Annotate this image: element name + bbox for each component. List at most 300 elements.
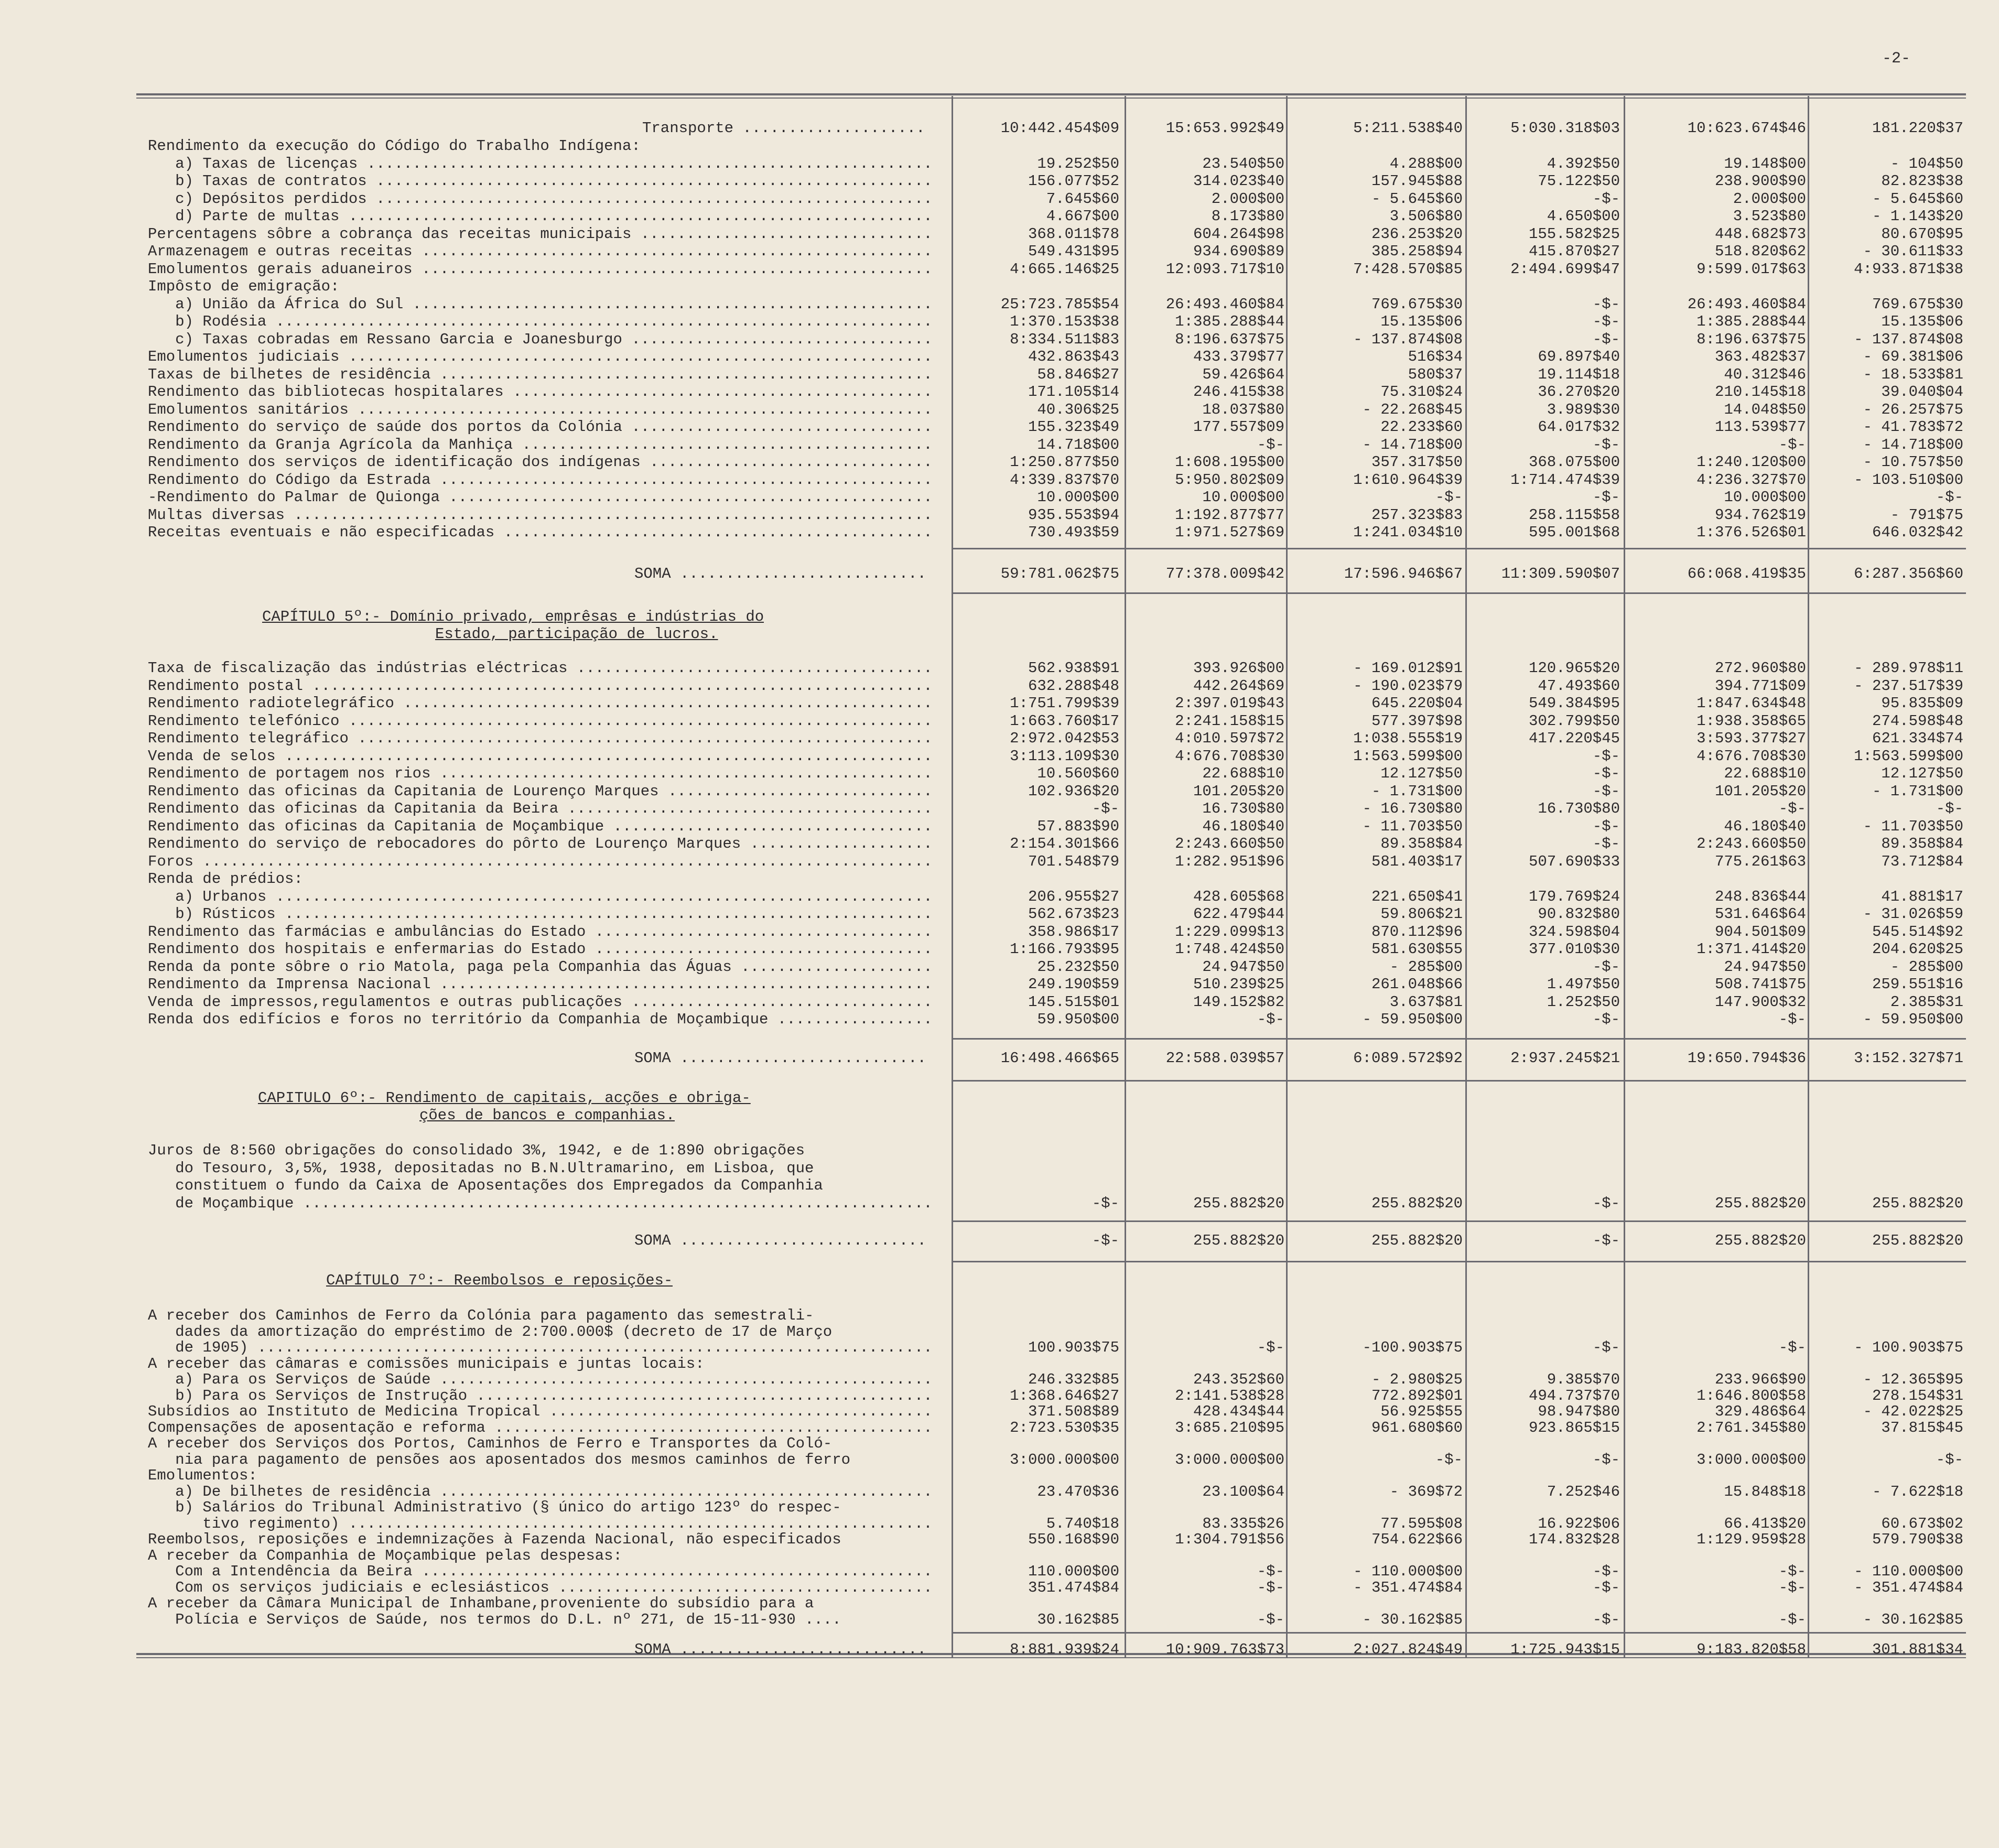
amount-cell: 934.690$89 — [1193, 243, 1284, 260]
amount-cell: - 12.365$95 — [1863, 1371, 1963, 1388]
amount-cell: 19.252$50 — [1037, 155, 1119, 172]
amount-cell: 66.413$20 — [1724, 1515, 1806, 1532]
amount-cell: 82.823$38 — [1881, 172, 1963, 190]
amount-cell: 157.945$88 — [1371, 172, 1463, 190]
amount-cell: 1:751.799$39 — [1010, 695, 1119, 712]
amount-cell: 16.730$80 — [1202, 800, 1284, 817]
amount-cell: -$- — [1257, 1011, 1284, 1028]
amount-cell: 15:653.992$49 — [1165, 120, 1284, 137]
amount-cell: 7:428.570$85 — [1353, 260, 1463, 278]
amount-cell: 448.682$73 — [1714, 225, 1806, 243]
amount-cell: - 1.731$00 — [1872, 782, 1963, 800]
ledger-row — [0, 976, 1999, 993]
ledger-row — [0, 660, 1999, 677]
transport-label: Transporte ..... — [642, 120, 928, 137]
amount-cell: - 7.622$18 — [1872, 1483, 1963, 1500]
soma-row — [0, 1641, 1999, 1659]
amount-cell: 8:196.637$75 — [1175, 330, 1284, 348]
row-description: a) União da África do Sul ..... — [148, 296, 929, 314]
row-description: A receber da Companhia de Moçambique pelas despesas: — [148, 1547, 622, 1564]
soma-label: SOMA ..... — [634, 1641, 928, 1659]
amount-cell: 7.645$60 — [1046, 190, 1119, 208]
row-description: b) Para os Serviços de Instrução ..... — [148, 1387, 929, 1405]
amount-cell: - 103.510$00 — [1854, 471, 1963, 489]
amount-cell: -$- — [1092, 800, 1119, 817]
ledger-row — [0, 1387, 1999, 1405]
amount-cell: -$- — [1592, 1451, 1620, 1468]
chapter-title-row — [0, 1272, 1999, 1290]
amount-cell: -$- — [1778, 1011, 1806, 1028]
amount-cell: -$- — [1592, 1194, 1620, 1212]
amount-cell: 16.922$06 — [1538, 1515, 1620, 1532]
amount-cell: 14.718$00 — [1037, 436, 1119, 453]
amount-cell: 149.152$82 — [1193, 993, 1284, 1011]
amount-cell: 516$34 — [1408, 348, 1463, 365]
amount-cell: 6:287.356$60 — [1854, 565, 1963, 582]
row-description: Rendimento das oficinas da Capitania de Lourenço Marques ..... — [148, 783, 929, 801]
amount-cell: 6:089.572$92 — [1353, 1050, 1463, 1067]
row-description: b) Salários do Tribunal Administrativo (§ único do artigo 123º do respec- — [148, 1499, 841, 1516]
amount-cell: 77.595$08 — [1380, 1515, 1463, 1532]
amount-cell: 155.582$25 — [1528, 225, 1620, 243]
amount-cell: 59:781.062$75 — [1000, 565, 1119, 582]
ledger-row — [0, 1611, 1999, 1629]
amount-cell: 47.493$60 — [1538, 677, 1620, 695]
ledger-row — [0, 296, 1999, 314]
amount-cell: -$- — [1592, 1611, 1620, 1628]
amount-cell: 1:563.599$00 — [1353, 747, 1463, 765]
amount-cell: 432.863$43 — [1028, 348, 1119, 365]
row-description: Emolumentos sanitários ..... — [148, 401, 929, 419]
amount-cell: -$- — [1257, 1339, 1284, 1356]
soma-label: SOMA ..... — [634, 1232, 928, 1250]
amount-cell: 363.482$37 — [1714, 348, 1806, 365]
amount-cell: 3.989$30 — [1547, 401, 1620, 418]
amount-cell: 233.966$90 — [1714, 1371, 1806, 1388]
ledger-row — [0, 800, 1999, 818]
ledger-row — [0, 730, 1999, 748]
amount-cell: 428.605$68 — [1193, 888, 1284, 905]
amount-cell: 19:650.794$36 — [1687, 1050, 1806, 1067]
ledger-row — [0, 712, 1999, 730]
amount-cell: -$- — [1592, 295, 1620, 313]
amount-cell: 870.112$96 — [1371, 923, 1463, 941]
amount-cell: 22.233$60 — [1380, 418, 1463, 436]
amount-cell: 59.426$64 — [1202, 365, 1284, 383]
amount-cell: 357.317$50 — [1371, 453, 1463, 471]
amount-cell: - 100.903$75 — [1854, 1339, 1963, 1356]
amount-cell: 57.883$90 — [1037, 817, 1119, 835]
amount-cell: 10:909.763$73 — [1165, 1641, 1284, 1658]
amount-cell: 3.637$81 — [1389, 993, 1463, 1011]
amount-cell: 22.688$10 — [1724, 765, 1806, 782]
row-description: a) Taxas de licenças ..... — [148, 155, 929, 173]
amount-cell: 59.950$00 — [1037, 1011, 1119, 1028]
amount-cell: 934.762$19 — [1714, 506, 1806, 524]
chapter-title-row — [0, 1089, 1999, 1107]
ledger-row — [0, 677, 1999, 695]
amount-cell: 56.925$55 — [1380, 1403, 1463, 1420]
ledger-row — [0, 1371, 1999, 1389]
amount-cell: 204.620$25 — [1872, 941, 1963, 958]
amount-cell: - 110.000$00 — [1854, 1563, 1963, 1580]
amount-cell: 23.100$64 — [1202, 1483, 1284, 1500]
amount-cell: 255.882$20 — [1371, 1232, 1463, 1249]
row-description: Emolumentos judiciais ..... — [148, 348, 929, 366]
amount-cell: 147.900$32 — [1714, 993, 1806, 1011]
row-description: Impôsto de emigração: — [148, 278, 340, 295]
amount-cell: -$- — [1257, 1579, 1284, 1596]
ledger-row — [0, 208, 1999, 225]
amount-cell: 9.385$70 — [1547, 1371, 1620, 1388]
amount-cell: - 14.718$00 — [1863, 436, 1963, 453]
amount-cell: 177.557$09 — [1193, 418, 1284, 436]
page-number: -2- — [1882, 50, 1911, 68]
amount-cell: -$- — [1778, 436, 1806, 453]
amount-cell: 2.000$00 — [1733, 190, 1806, 208]
amount-cell: 3:593.377$27 — [1697, 730, 1806, 747]
ledger-row — [0, 418, 1999, 436]
amount-cell: 278.154$31 — [1872, 1387, 1963, 1404]
soma-row — [0, 1050, 1999, 1067]
section-separator — [952, 548, 1966, 549]
amount-cell: 9:183.820$58 — [1697, 1641, 1806, 1658]
row-description: c) Depósitos perdidos ..... — [148, 190, 929, 208]
amount-cell: 77:378.009$42 — [1165, 565, 1284, 582]
amount-cell: 923.865$15 — [1528, 1419, 1620, 1436]
amount-cell: - 16.730$80 — [1362, 800, 1463, 817]
amount-cell: 2:154.301$66 — [1010, 835, 1119, 852]
ledger-row — [0, 905, 1999, 923]
amount-cell: 4.650$00 — [1547, 208, 1620, 225]
amount-cell: 595.001$68 — [1528, 524, 1620, 541]
row-description: dades da amortização do empréstimo de 2:700.000$ (decreto de 17 de Março — [148, 1323, 833, 1341]
amount-cell: -$- — [1778, 800, 1806, 817]
amount-cell: -$- — [1778, 1579, 1806, 1596]
amount-cell: -$- — [1936, 489, 1963, 506]
amount-cell: 1:646.800$58 — [1697, 1387, 1806, 1404]
ledger-row — [0, 261, 1999, 278]
row-description: A receber da Câmara Municipal de Inhambane,proveniente do subsídio para a — [148, 1595, 814, 1612]
amount-cell: 5:211.538$40 — [1353, 120, 1463, 137]
row-description: A receber das câmaras e comissões municipais e juntas locais: — [148, 1355, 705, 1373]
amount-cell: 1:166.793$95 — [1010, 941, 1119, 958]
amount-cell: - 11.703$50 — [1362, 817, 1463, 835]
row-description: do Tesouro, 3,5%, 1938, depositadas no B.N.Ultramarino, em Lisboa, que — [148, 1159, 814, 1177]
ledger-row — [0, 1531, 1999, 1549]
amount-cell: -$- — [1257, 1563, 1284, 1580]
amount-cell: 246.415$38 — [1193, 383, 1284, 401]
amount-cell: 417.220$45 — [1528, 730, 1620, 747]
row-description: Taxas de bilhetes de residência ..... — [148, 366, 929, 384]
amount-cell: 769.675$30 — [1371, 295, 1463, 313]
amount-cell: - 42.022$25 — [1863, 1403, 1963, 1420]
amount-cell: 16.730$80 — [1538, 800, 1620, 817]
amount-cell: 545.514$92 — [1872, 923, 1963, 941]
amount-cell: 179.769$24 — [1528, 888, 1620, 905]
ledger-row — [0, 1467, 1999, 1485]
amount-cell: -100.903$75 — [1362, 1339, 1463, 1356]
amount-cell: -$- — [1592, 313, 1620, 330]
row-description: nia para pagamento de pensões aos aposentados dos mesmos caminhos de ferro — [148, 1451, 851, 1468]
amount-cell: 40.306$25 — [1037, 401, 1119, 418]
row-description: Venda de selos ..... — [148, 748, 929, 765]
amount-cell: -$- — [1592, 782, 1620, 800]
ledger-row — [0, 436, 1999, 454]
row-description: b) Taxas de contratos ..... — [148, 172, 929, 190]
amount-cell: - 351.474$84 — [1854, 1579, 1963, 1596]
amount-cell: 60.673$02 — [1881, 1515, 1963, 1532]
amount-cell: 243.352$60 — [1193, 1371, 1284, 1388]
amount-cell: 507.690$33 — [1528, 852, 1620, 870]
amount-cell: 549.384$95 — [1528, 695, 1620, 712]
chapter-title: CAPITULO 6º:- Rendimento de capitais, acções e obriga- — [258, 1089, 751, 1107]
ledger-row — [0, 1419, 1999, 1437]
amount-cell: 772.892$01 — [1371, 1387, 1463, 1404]
amount-cell: 59.806$21 — [1380, 905, 1463, 923]
ledger-row — [0, 172, 1999, 190]
amount-cell: - 237.517$39 — [1854, 677, 1963, 695]
amount-cell: 181.220$37 — [1872, 120, 1963, 137]
amount-cell: -$- — [1592, 330, 1620, 348]
amount-cell: - 1.731$00 — [1371, 782, 1463, 800]
ledger-row — [0, 1515, 1999, 1533]
amount-cell: 255.882$20 — [1193, 1232, 1284, 1249]
amount-cell: 508.741$75 — [1714, 976, 1806, 993]
amount-cell: 393.926$00 — [1193, 660, 1284, 677]
amount-cell: 15.848$18 — [1724, 1483, 1806, 1500]
amount-cell: 100.903$75 — [1028, 1339, 1119, 1356]
amount-cell: -$- — [1936, 800, 1963, 817]
amount-cell: 8.173$80 — [1211, 208, 1284, 225]
ledger-row — [0, 1195, 1999, 1213]
amount-cell: 10:623.674$46 — [1687, 120, 1806, 137]
ledger-row — [0, 506, 1999, 524]
amount-cell: -$- — [1592, 765, 1620, 782]
amount-cell: - 289.978$11 — [1854, 660, 1963, 677]
amount-cell: 368.011$78 — [1028, 225, 1119, 243]
amount-cell: 302.799$50 — [1528, 712, 1620, 730]
amount-cell: - 1.143$20 — [1872, 208, 1963, 225]
row-description: de 1905) ..... — [148, 1339, 929, 1357]
row-description: Reembolsos, reposições e indemnizações à Fazenda Nacional, não especificados — [148, 1531, 841, 1548]
amount-cell: -$- — [1592, 436, 1620, 453]
amount-cell: 95.835$09 — [1881, 695, 1963, 712]
amount-cell: 1.497$50 — [1547, 976, 1620, 993]
amount-cell: 236.253$20 — [1371, 225, 1463, 243]
amount-cell: 580$37 — [1408, 365, 1463, 383]
ledger-row — [0, 243, 1999, 261]
amount-cell: 1:129.959$28 — [1697, 1531, 1806, 1548]
amount-cell: 577.397$98 — [1371, 712, 1463, 730]
amount-cell: 255.882$20 — [1872, 1232, 1963, 1249]
amount-cell: 550.168$90 — [1028, 1531, 1119, 1548]
amount-cell: 2:723.530$35 — [1010, 1419, 1119, 1436]
row-description: Renda de prédios: — [148, 870, 303, 888]
amount-cell: 1:971.527$69 — [1175, 524, 1284, 541]
transport-row — [0, 120, 1999, 137]
row-description: Rendimento do serviço de saúde dos portos da Colónia ..... — [148, 418, 929, 436]
amount-cell: 377.010$30 — [1528, 941, 1620, 958]
amount-cell: 22:588.039$57 — [1165, 1050, 1284, 1067]
amount-cell: 730.493$59 — [1028, 524, 1119, 541]
amount-cell: 80.670$95 — [1881, 225, 1963, 243]
section-separator — [952, 1038, 1966, 1040]
amount-cell: - 104$50 — [1890, 155, 1963, 172]
top-rule-thin — [136, 98, 1966, 99]
amount-cell: 145.515$01 — [1028, 993, 1119, 1011]
amount-cell: 301.881$34 — [1872, 1641, 1963, 1658]
amount-cell: 371.508$89 — [1028, 1403, 1119, 1420]
ledger-row — [0, 489, 1999, 506]
amount-cell: 64.017$32 — [1538, 418, 1620, 436]
row-description: Rendimento das farmácias e ambulâncias do Estado ..... — [148, 923, 929, 941]
amount-cell: 58.846$27 — [1037, 365, 1119, 383]
amount-cell: 66:068.419$35 — [1687, 565, 1806, 582]
amount-cell: 221.650$41 — [1371, 888, 1463, 905]
amount-cell: 11:309.590$07 — [1501, 565, 1620, 582]
amount-cell: -$- — [1592, 1563, 1620, 1580]
amount-cell: 41.881$17 — [1881, 888, 1963, 905]
amount-cell: 3:685.210$95 — [1175, 1419, 1284, 1436]
amount-cell: -$- — [1592, 1232, 1620, 1249]
amount-cell: 2:494.699$47 — [1510, 260, 1620, 278]
amount-cell: - 59.950$00 — [1362, 1011, 1463, 1028]
amount-cell: 1:304.791$56 — [1175, 1531, 1284, 1548]
amount-cell: 156.077$52 — [1028, 172, 1119, 190]
amount-cell: -$- — [1778, 1611, 1806, 1628]
amount-cell: 36.270$20 — [1538, 383, 1620, 401]
amount-cell: 10:442.454$09 — [1000, 120, 1119, 137]
amount-cell: 30.162$85 — [1037, 1611, 1119, 1628]
amount-cell: 15.135$06 — [1380, 313, 1463, 330]
ledger-row — [0, 1451, 1999, 1469]
amount-cell: 494.737$70 — [1528, 1387, 1620, 1404]
ledger-row — [0, 695, 1999, 712]
amount-cell: 102.936$20 — [1028, 782, 1119, 800]
amount-cell: 255.882$20 — [1371, 1194, 1463, 1212]
ledger-row — [0, 137, 1999, 155]
amount-cell: 174.832$28 — [1528, 1531, 1620, 1548]
amount-cell: 12.127$50 — [1881, 765, 1963, 782]
amount-cell: 69.897$40 — [1538, 348, 1620, 365]
ledger-row — [0, 225, 1999, 243]
amount-cell: 428.434$44 — [1193, 1403, 1284, 1420]
ledger-row — [0, 190, 1999, 208]
amount-cell: 39.040$04 — [1881, 383, 1963, 401]
amount-cell: - 110.000$00 — [1353, 1563, 1463, 1580]
amount-cell: -$- — [1778, 1563, 1806, 1580]
row-description: b) Rústicos ..... — [148, 905, 929, 923]
row-description: Rendimento das bibliotecas hospitalares ..... — [148, 383, 929, 401]
amount-cell: 259.551$16 — [1872, 976, 1963, 993]
amount-cell: 1:241.034$10 — [1353, 524, 1463, 541]
amount-cell: 24.947$50 — [1724, 958, 1806, 976]
amount-cell: 1:663.760$17 — [1010, 712, 1119, 730]
chapter-title-row — [0, 608, 1999, 626]
amount-cell: 10.560$60 — [1037, 765, 1119, 782]
amount-cell: 4.392$50 — [1547, 155, 1620, 172]
amount-cell: 1:938.358$65 — [1697, 712, 1806, 730]
amount-cell: 1:370.153$38 — [1010, 313, 1119, 330]
amount-cell: 646.032$42 — [1872, 524, 1963, 541]
amount-cell: 7.252$46 — [1547, 1483, 1620, 1500]
amount-cell: 2:243.660$50 — [1697, 835, 1806, 852]
amount-cell: 98.947$80 — [1538, 1403, 1620, 1420]
amount-cell: 433.379$77 — [1193, 348, 1284, 365]
amount-cell: - 11.703$50 — [1863, 817, 1963, 835]
amount-cell: 12.127$50 — [1380, 765, 1463, 782]
ledger-row — [0, 331, 1999, 349]
ledger-row — [0, 958, 1999, 976]
ledger-row — [0, 888, 1999, 906]
amount-cell: 1.252$50 — [1547, 993, 1620, 1011]
amount-cell: -$- — [1592, 817, 1620, 835]
amount-cell: 101.205$20 — [1714, 782, 1806, 800]
ledger-row — [0, 1355, 1999, 1373]
amount-cell: - 26.257$75 — [1863, 401, 1963, 418]
amount-cell: -$- — [1092, 1194, 1119, 1212]
row-description: Rendimento postal ..... — [148, 677, 929, 695]
amount-cell: 272.960$80 — [1714, 660, 1806, 677]
amount-cell: 18.037$80 — [1202, 401, 1284, 418]
amount-cell: 90.832$80 — [1538, 905, 1620, 923]
ledger-row — [0, 853, 1999, 871]
amount-cell: -$- — [1092, 1232, 1119, 1249]
amount-cell: 8:334.511$83 — [1010, 330, 1119, 348]
ledger-row — [0, 1160, 1999, 1177]
amount-cell: 1:250.877$50 — [1010, 453, 1119, 471]
chapter-title: CAPÍTULO 7º:- Reembolsos e reposições- — [326, 1272, 673, 1289]
amount-cell: 2:761.345$80 — [1697, 1419, 1806, 1436]
row-description: Receitas eventuais e não especificadas ..... — [148, 524, 929, 542]
amount-cell: - 285$00 — [1890, 958, 1963, 976]
amount-cell: 46.180$40 — [1724, 817, 1806, 835]
row-description: Com os serviços judiciais e eclesiásticos ..... — [148, 1579, 929, 1597]
amount-cell: 3.506$80 — [1389, 208, 1463, 225]
amount-cell: 1:192.877$77 — [1175, 506, 1284, 524]
chapter-title: ções de bancos e companhias. — [419, 1107, 675, 1124]
ledger-row — [0, 765, 1999, 783]
row-description: Rendimento dos serviços de identificação dos indígenas ..... — [148, 453, 929, 471]
row-description: a) De bilhetes de residência ..... — [148, 1483, 929, 1501]
amount-cell: -$- — [1257, 436, 1284, 453]
amount-cell: 4:339.837$70 — [1010, 471, 1119, 489]
amount-cell: 255.882$20 — [1193, 1194, 1284, 1212]
amount-cell: 385.258$94 — [1371, 243, 1463, 260]
soma-label: SOMA ..... — [634, 565, 928, 583]
amount-cell: 12:093.717$10 — [1165, 260, 1284, 278]
amount-cell: 531.646$64 — [1714, 905, 1806, 923]
amount-cell: 206.955$27 — [1028, 888, 1119, 905]
amount-cell: 604.264$98 — [1193, 225, 1284, 243]
amount-cell: 1:385.288$44 — [1697, 313, 1806, 330]
ledger-row — [0, 155, 1999, 173]
ledger-row — [0, 278, 1999, 296]
amount-cell: 16:498.466$65 — [1000, 1050, 1119, 1067]
amount-cell: - 5.645$60 — [1371, 190, 1463, 208]
amount-cell: 632.288$48 — [1028, 677, 1119, 695]
amount-cell: - 169.012$91 — [1353, 660, 1463, 677]
amount-cell: 1:725.943$15 — [1510, 1641, 1620, 1658]
chapter-title-row — [0, 625, 1999, 643]
amount-cell: 19.114$18 — [1538, 365, 1620, 383]
amount-cell: 2.000$00 — [1211, 190, 1284, 208]
amount-cell: 274.598$48 — [1872, 712, 1963, 730]
row-description: Rendimento telegráfico ..... — [148, 730, 929, 748]
amount-cell: -$- — [1592, 1339, 1620, 1356]
amount-cell: 261.048$66 — [1371, 976, 1463, 993]
